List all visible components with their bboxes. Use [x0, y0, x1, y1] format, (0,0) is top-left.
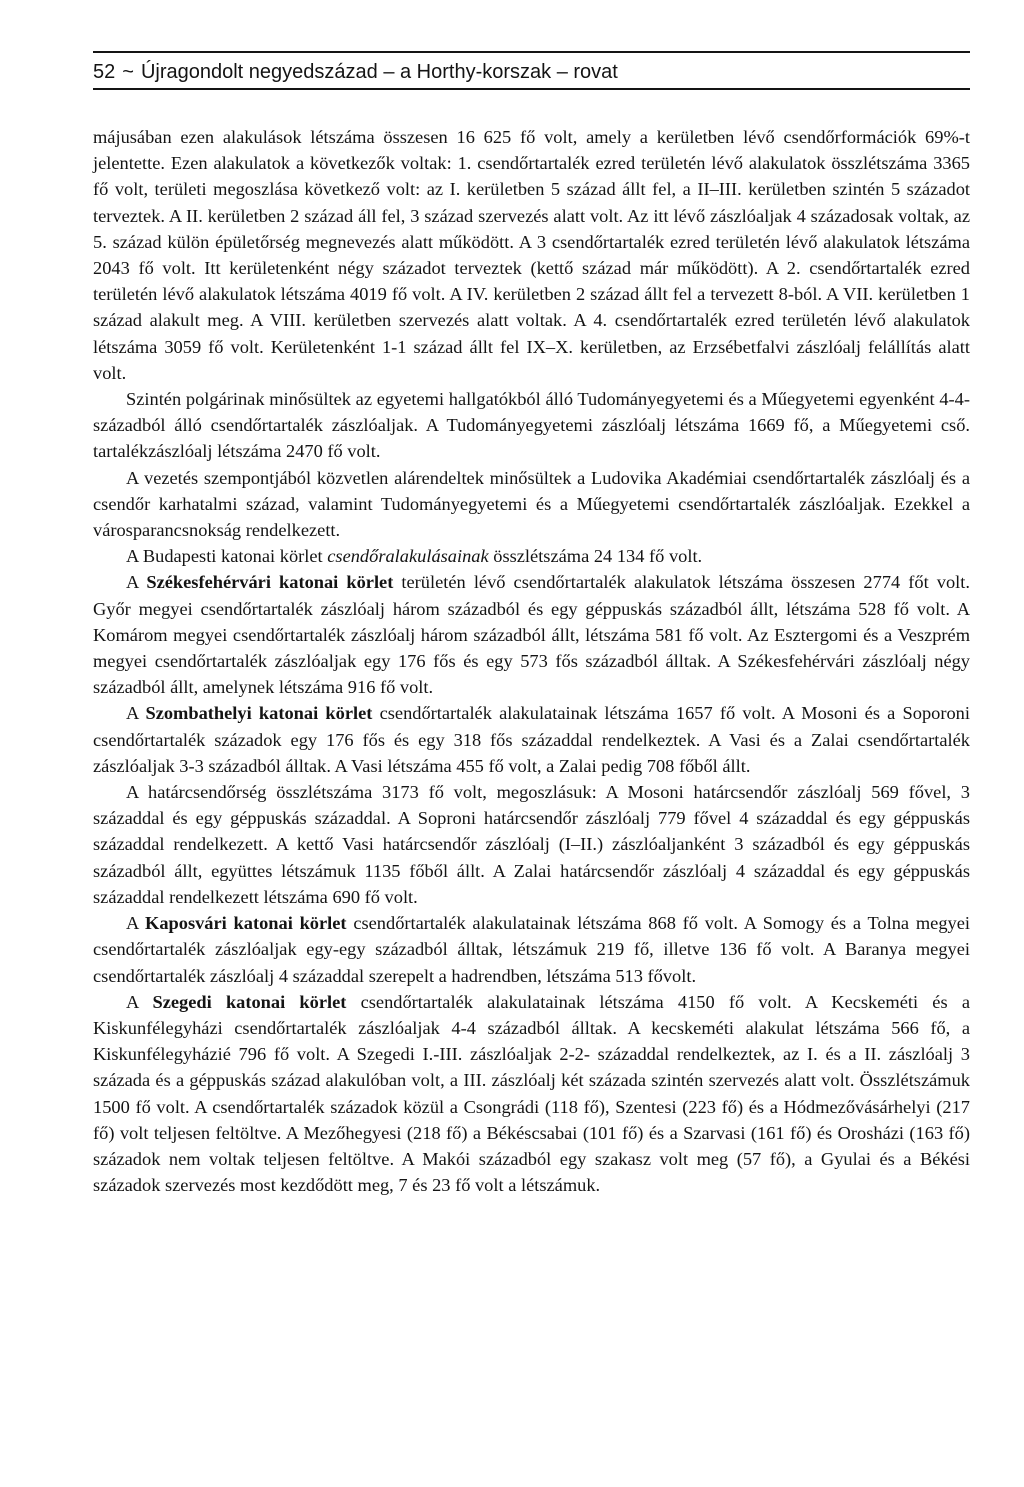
paragraph-1	[93, 124, 970, 386]
running-title: Újragondolt negyedszázad – a Horthy-korszak – rovat	[140, 61, 618, 83]
paragraph-6	[93, 700, 970, 779]
paragraph-8	[93, 910, 970, 989]
paragraph-6-post: csendőrtartalék alakulatainak létszáma 1657 fő volt. A Mosoni és a Soporoni csendőrtartalék századok egy 176 fős és egy 318 fős századdal rendelkeztek. A Vasi és a Zalai csendőrtartalék zászlóaljak 3-3 századból álltak. A Vasi létszáma 455 fő volt, a Zalai pedig 708 főből állt.	[93, 703, 970, 776]
paragraph-4-pre: A Budapesti katonai körlet	[126, 546, 328, 567]
paragraph-8-post: csendőrtartalék alakulatainak létszáma 868 fő volt. A Somogy és a Tolna megyei csendőrtartalék zászlóaljak egy-egy századból álltak, létszámuk 219 fő, illetve 136 fő volt. A Baranya megyei csendőrtartalék zászlóalj 4 századdal szerepelt a hadrendben, létszáma 513 fővolt.	[93, 913, 970, 986]
paragraph-2	[93, 386, 970, 465]
header-rule-top	[93, 51, 970, 53]
header-separator: ~	[122, 61, 134, 83]
paragraph-4-italic: csendőralakulásainak	[327, 546, 489, 567]
paragraph-7	[93, 779, 970, 910]
paragraph-6-heading: Szombathelyi katonai körlet	[145, 703, 373, 724]
paragraph-9-pre: A	[126, 991, 153, 1012]
paragraph-1-text: májusában ezen alakulások létszáma összesen 16 625 fő volt, amely a kerületben lévő csendőrformációk 69%-t jelentette. Ezen alakulatok a következők voltak: 1. csendőrtartalék ezred területén lévő alakulatok összlétszáma 3365 fő volt, területi megoszlása következő volt: az I. kerületben 5 század állt fel, a II–III. kerületben szintén 5 századot terveztek. A II. kerületben 2 század áll fel, 3 század szervezés alatt volt. Az itt lévő zászlóaljak 4 századosak voltak, az 5. század külön épületőrség megnevezés alatt működött. A 3 csendőrtartalék ezred területén lévő alakulatok létszáma 2043 fő volt. Itt kerületenként négy századot terveztek (kettő század már működött). A 2. csendőrtartalék ezred területén lévő alakulatok létszáma 4019 fő volt. A IV. kerületben 2 század állt fel a tervezett 8-ból. A VII. kerületben 1 század alakult meg. A VIII. kerületben szervezés alatt voltak. A 4. csendőrtartalék ezred területén lévő alakulatok létszáma 3059 fő volt. Kerületenként 1-1 század állt fel IX–X. kerületben, az Erzsébetfalvi zászlóalj felállítás alatt volt.	[93, 127, 970, 383]
paragraph-2-text: Szintén polgárinak minősültek az egyetemi hallgatókból álló Tudományegyetemi és a Műegyetemi egyenként 4-4- századból álló csendőrtartalék zászlóaljak. A Tudományegyetemi zászlóalj létszáma 1669 fő, a Műegyetemi cső. tartalékzászlóalj létszáma 2470 fő volt.	[93, 389, 970, 462]
paragraph-8-pre: A	[126, 913, 146, 934]
paragraph-9-heading: Szegedi katonai körlet	[152, 991, 347, 1012]
paragraph-4	[93, 543, 970, 569]
paragraph-7-text: A határcsendőrség összlétszáma 3173 fő volt, megoszlásuk: A Mosoni határcsendőr zászlóalj 569 fővel, 3 századdal és egy géppuskás századdal. A Soproni határcsendőr zászlóalj 779 fővel 4 századdal és egy géppuskás századdal rendelkezett. A kettő Vasi határcsendőr zászlóalj (I–II.) zászlóaljanként 3 századból és egy géppuskás századból állt, együttes létszámuk 1135 főből állt. A Zalai határcsendőr zászlóalj 4 századdal és egy géppuskás századdal rendelkezett létszáma 690 fő volt.	[93, 782, 970, 907]
paragraph-8-heading: Kaposvári katonai körlet	[145, 913, 347, 934]
paragraph-9	[93, 989, 970, 1199]
header-rule-bottom	[93, 88, 970, 90]
paragraph-5-post: területén lévő csendőrtartalék alakulatok létszáma összesen 2774 főt volt. Győr megyei csendőrtartalék zászlóalj három századból és egy géppuskás századból állt, létszáma 528 fő volt. A Komárom megyei csendőrtartalék zászlóalj három századból állt, létszáma 581 fő volt. Az Esztergomi és a Veszprém megyei csendőrtartalék zászlóaljak egy 176 fős és egy 573 fős századból álltak. A Székesfehérvári zászlóalj négy századból állt, amelynek létszáma 916 fő volt.	[93, 572, 970, 698]
paragraph-5-heading: Székesfehérvári katonai körlet	[146, 572, 394, 593]
paragraph-3-text: A vezetés szempontjából közvetlen alárendeltek minősültek a Ludovika Akadémiai csendőrtartalék zászlóalj és a csendőr karhatalmi század, valamint Tudományegyetemi és a Műegyetemi csendőrtartalék zászlóaljak. Ezekkel a városparancsnokság rendelkezett.	[93, 467, 970, 541]
body-text	[93, 124, 970, 1198]
paragraph-4-post: összlétszáma 24 134 fő volt.	[488, 546, 703, 567]
paragraph-6-pre: A	[126, 703, 146, 724]
paragraph-5-pre: A	[126, 572, 147, 593]
page-number: 52	[93, 61, 116, 83]
paragraph-3	[93, 465, 970, 544]
running-head	[93, 60, 970, 84]
paragraph-9-post: csendőrtartalék alakulatainak létszáma 4150 fő volt. A Kecskeméti és a Kiskunfélegyházi csendőrtartalék zászlóaljak 4-4 századból álltak. A kecskeméti alakulat létszáma 566 fő, a Kiskunfélegyházié 796 fő volt. A Szegedi I.-III. zászlóaljak 2-2- századdal rendelkeztek, az I. és a II. zászlóalj 3 százada és a géppuskás század alakulóban volt, a III. zászlóalj két százada szintén szervezés alatt volt. Összlétszámuk 1500 fő volt. A csendőrtartalék századok közül a Csongrádi (118 fő), Szentesi (223 fő) és a Hódmezővásárhelyi (217 fő) volt teljesen feltöltve. A Mezőhegyesi (218 fő) a Békéscsabai (101 fő) és a Szarvasi (161 fő) és Orosházi (163 fő) századok nem voltak teljesen feltöltve. A Makói századból egy szakasz volt meg (57 fő), a Gyulai és a Békési századok szervezés most kezdődött meg, 7 és 23 fő volt a létszámuk.	[93, 991, 970, 1196]
paragraph-5	[93, 569, 970, 700]
